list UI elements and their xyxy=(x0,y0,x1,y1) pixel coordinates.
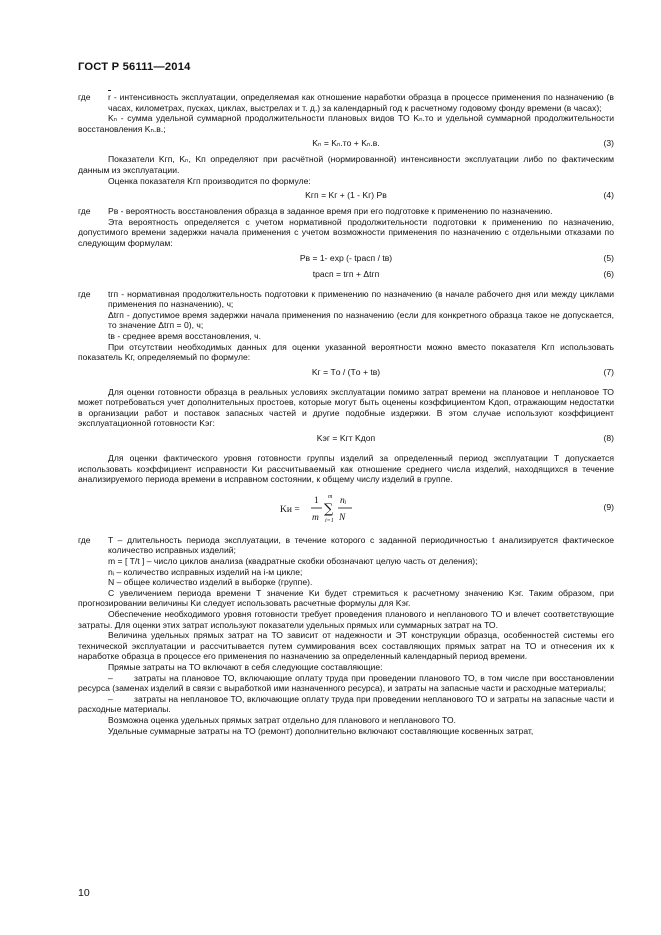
T-definition-text: T – длительность периода эксплуатации, в течение которого с заданной периодичностью t анализируется фактическое количество исправных изделий; xyxy=(108,534,614,556)
sum-icon: ∑ xyxy=(324,501,334,517)
equation-6-formula: tрасп = tгп + Δtгп xyxy=(312,268,380,279)
equation-9-numerator-n: nᵢ xyxy=(340,495,347,506)
equation-7 xyxy=(78,367,614,379)
dash-marker: – xyxy=(108,672,113,683)
equation-6 xyxy=(78,269,614,281)
equation-9-sum-lower: i=1 xyxy=(325,517,334,524)
unplanned-costs-text: затраты на неплановое ТО, включающие оплату труда при проведении непланового ТО и затраты на запасные части и расходные материалы. xyxy=(78,693,614,715)
standard-header: ГОСТ Р 56111—2014 xyxy=(78,61,191,73)
paragraph-direct-costs: Величина удельных прямых затрат на ТО зависит от надежности и ЭТ конструкции образца, особенностей системы его технической эксплуатации и рассчитывается путем суммирования всех составляющих прямых затрат на ТО и отнесения их к наработке образца в процессе его применения по назначению за определенный календарный период времени. xyxy=(78,630,614,662)
equation-5 xyxy=(78,253,614,265)
r-definition-text: - интенсивность эксплуатации, определяемая как отношение наработки образца в процессе применения по назначению (в часах, километрах, пусках, циклах, выстрелах и т. д.) за календарный год к расчетному годовому фонду времени (в часах); xyxy=(108,92,614,113)
paragraph-T-definition xyxy=(78,535,614,556)
paragraph-ki-trend: С увеличением периода времени T значение Kи будет стремиться к расчетному значению Kэг. Таким образом, при прогнозировании величины Kи следует использовать расчетные формулы для Kэг. xyxy=(78,587,614,609)
equation-3-formula: Kₙ = Kₙ.то + Kₙ.в. xyxy=(312,138,380,149)
equation-4 xyxy=(78,190,614,202)
equation-5-formula: Pв = 1- exp (- tрасп / tв) xyxy=(299,252,393,263)
where-label: где xyxy=(78,206,91,217)
paragraph-pv-definition xyxy=(78,206,614,217)
paragraph-r-definition xyxy=(78,92,614,113)
equation-9-denominator-m: m xyxy=(312,512,319,523)
where-label: где xyxy=(78,534,91,545)
paragraph-N-definition: N – общее количество изделий в выборке (группе). xyxy=(108,577,313,588)
equation-9-sum-upper: m xyxy=(328,493,333,500)
equation-3 xyxy=(78,138,614,150)
paragraph-kg-intro: При отсутствии необходимых данных для оценки указанной вероятности можно вместо показателя Kгп использовать показатель Kг, определяемый по формуле: xyxy=(78,341,614,363)
paragraph-direct-costs-list-intro: Прямые затраты на ТО включают в себя следующие составляющие: xyxy=(108,661,383,672)
dash-marker: – xyxy=(108,693,113,704)
page-number: 10 xyxy=(78,887,90,899)
equation-7-number: (7) xyxy=(603,366,614,377)
paragraph-tgp-definition xyxy=(78,289,614,310)
equation-4-formula: Kгп = Kг + (1 - Kг) Pв xyxy=(305,190,387,201)
equation-9-lhs: Kи = xyxy=(280,504,300,515)
equation-9-denominator-N: N xyxy=(339,512,346,523)
paragraph-group-readiness: Для оценки фактического уровня готовности группы изделий за определенный период эксплуатации T допускается использовать коэффициент исправности Kи рассчитываемый как отношение среднего числа изделий, находящихся в течение анализируемого периода времени в исправном состоянии, к общему числу изделий в группе. xyxy=(78,453,614,485)
equation-9-number: (9) xyxy=(603,501,614,512)
r-bar-symbol: r xyxy=(108,92,111,102)
equation-6-number: (6) xyxy=(603,268,614,279)
page-content xyxy=(78,92,614,736)
equation-3-number: (3) xyxy=(603,138,614,149)
paragraph-kgp-formula-intro: Оценка показателя Kгп производится по формуле: xyxy=(108,175,311,186)
where-label: где xyxy=(78,288,91,299)
planned-costs-text: затраты на плановое ТО, включающие оплату труда при проведении планового ТО, в том числе при восстановлении ресурса (заменах изделий в связи с выработкой ими назначенного ресурса), и затраты на запасные части и расходные материалы; xyxy=(78,672,614,694)
tgp-definition-text: tгп - нормативная продолжительность подготовки к применению по назначению (в начале рабочего дня или между циклами применения по назначению), ч; xyxy=(108,288,614,310)
where-label: где xyxy=(78,92,91,102)
list-item-planned-costs xyxy=(78,673,614,694)
equation-4-number: (4) xyxy=(603,190,614,201)
equation-9-formula xyxy=(280,491,420,525)
list-item-unplanned-costs xyxy=(78,694,614,715)
paragraph-total-costs: Удельные суммарные затраты на ТО (ремонт) дополнительно включают составляющие косвенных затрат, xyxy=(108,725,534,736)
equation-8-number: (8) xyxy=(603,433,614,444)
paragraph-kn-definition: Kₙ - сумма удельной суммарной продолжительности плановых видов ТО Kₙ.то и удельной суммарной продолжительности восстановления Kₙ.в.; xyxy=(78,113,614,134)
equation-7-formula: Kг = Tо / (Tо + tв) xyxy=(311,366,381,377)
equation-9-numerator-one: 1 xyxy=(314,495,319,506)
equation-8 xyxy=(78,433,614,445)
paragraph-maintenance-costs: Обеспечение необходимого уровня готовности требует проведения планового и непланового ТО и влечет соответствующие затраты. Для оценки этих затрат используют показатели удельных прямых или суммарных затрат на ТО. xyxy=(78,609,614,630)
paragraph-ni-definition: nᵢ – количество исправных изделий на i-м цикле; xyxy=(108,566,303,577)
paragraph-indicators: Показатели Kгп, Kₙ, Kп определяют при расчётной (нормированной) интенсивности эксплуатации либо по фактическим данным из эксплуатации. xyxy=(78,154,614,175)
paragraph-delta-tgp: Δtгп - допустимое время задержки начала применения по назначению (если для конкретного образца такое не допускается, то значение Δtгп = 0), ч; xyxy=(108,309,614,331)
paragraph-m-definition: m = [ T/t ] – число циклов анализа (квадратные скобки обозначают целую часть от деления); xyxy=(108,556,478,567)
paragraph-tv: tв - среднее время восстановления, ч. xyxy=(108,330,262,341)
equation-8-formula: Kэг = Kгт Kдоп xyxy=(316,433,376,444)
paragraph-probability: Эта вероятность определяется с учетом нормативной продолжительности подготовки к применению по назначению, допустимого времени задержки начала применения с учетом возможности применения по назначению с отдельными отказами по следующим формулам: xyxy=(78,216,614,248)
paragraph-readiness: Для оценки готовности образца в реальных условиях эксплуатации помимо затрат времени на плановое и неплановое ТО может потребоваться учет дополнительных простоев, которые могут быть оценены коэффициентом Kдоп, отражающим недостатки в организации работ и поставок запасных частей и другие подобные издержки. В этом случае используют коэффициент эксплуатационной готовности Kэг: xyxy=(78,386,614,429)
equation-5-number: (5) xyxy=(603,252,614,263)
paragraph-separate-estimate: Возможна оценка удельных прямых затрат отдельно для планового и непланового ТО. xyxy=(108,714,456,725)
pv-definition-text: Pв - вероятность восстановления образца в заданное время при его подготовке к применению по назначению. xyxy=(108,206,553,217)
equation-9 xyxy=(78,491,614,525)
